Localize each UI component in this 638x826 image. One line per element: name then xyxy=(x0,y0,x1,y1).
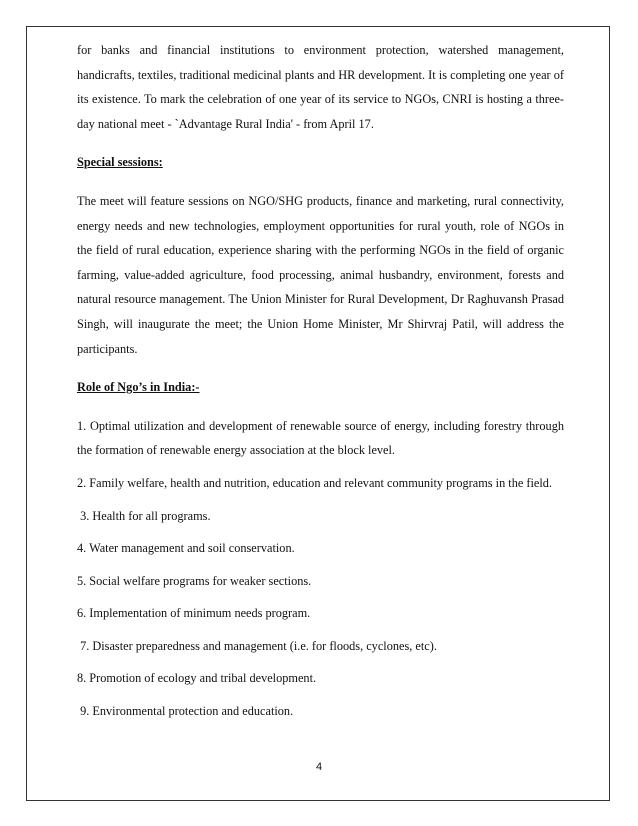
list-item: 3. Health for all programs. xyxy=(77,508,211,523)
list-item: 7. Disaster preparedness and management (i.e. for floods, cyclones, etc). xyxy=(77,638,437,653)
role-heading: Role of Ngo’s in India:- xyxy=(77,380,200,395)
page-content xyxy=(77,38,564,724)
list-item: 1. Optimal utilization and development of renewable source of energy, including forestry through the formation of renewable energy association at the block level. xyxy=(77,418,564,458)
list-item: 8. Promotion of ecology and tribal development. xyxy=(77,671,317,686)
special-sessions-heading: Special sessions: xyxy=(77,155,163,170)
list-item: 2. Family welfare, health and nutrition, education and relevant community programs in the field. xyxy=(77,475,553,490)
page-number: 4 xyxy=(315,761,323,773)
list-item: 9. Environmental protection and education. xyxy=(77,704,294,719)
special-sessions-paragraph: The meet will feature sessions on NGO/SHG products, finance and marketing, rural connectivity, energy needs and new technologies, employment opportunities for rural youth, role of NGOs in the field of rural education, experience sharing with the performing NGOs in the field of organic farming, value-added agriculture, food processing, animal husbandry, environment, forests and natural resource management. The Union Minister for Rural Development, Dr Raghuvansh Prasad Singh, will inaugurate the meet; the Union Home Minister, Mr Shirvraj Patil, will address the participants. xyxy=(77,193,564,356)
list-item: 4. Water management and soil conservation. xyxy=(77,541,295,556)
intro-paragraph: for banks and financial institutions to environment protection, watershed management, handicrafts, textiles, traditional medicinal plants and HR development. It is completing one year of its existence. To mark the celebration of one year of its service to NGOs, CNRI is hosting a three-day national meet - `Advantage Rural India' - from April 17. xyxy=(77,43,564,131)
list-item: 5. Social welfare programs for weaker sections. xyxy=(77,573,312,588)
list-item: 6. Implementation of minimum needs program. xyxy=(77,606,311,621)
